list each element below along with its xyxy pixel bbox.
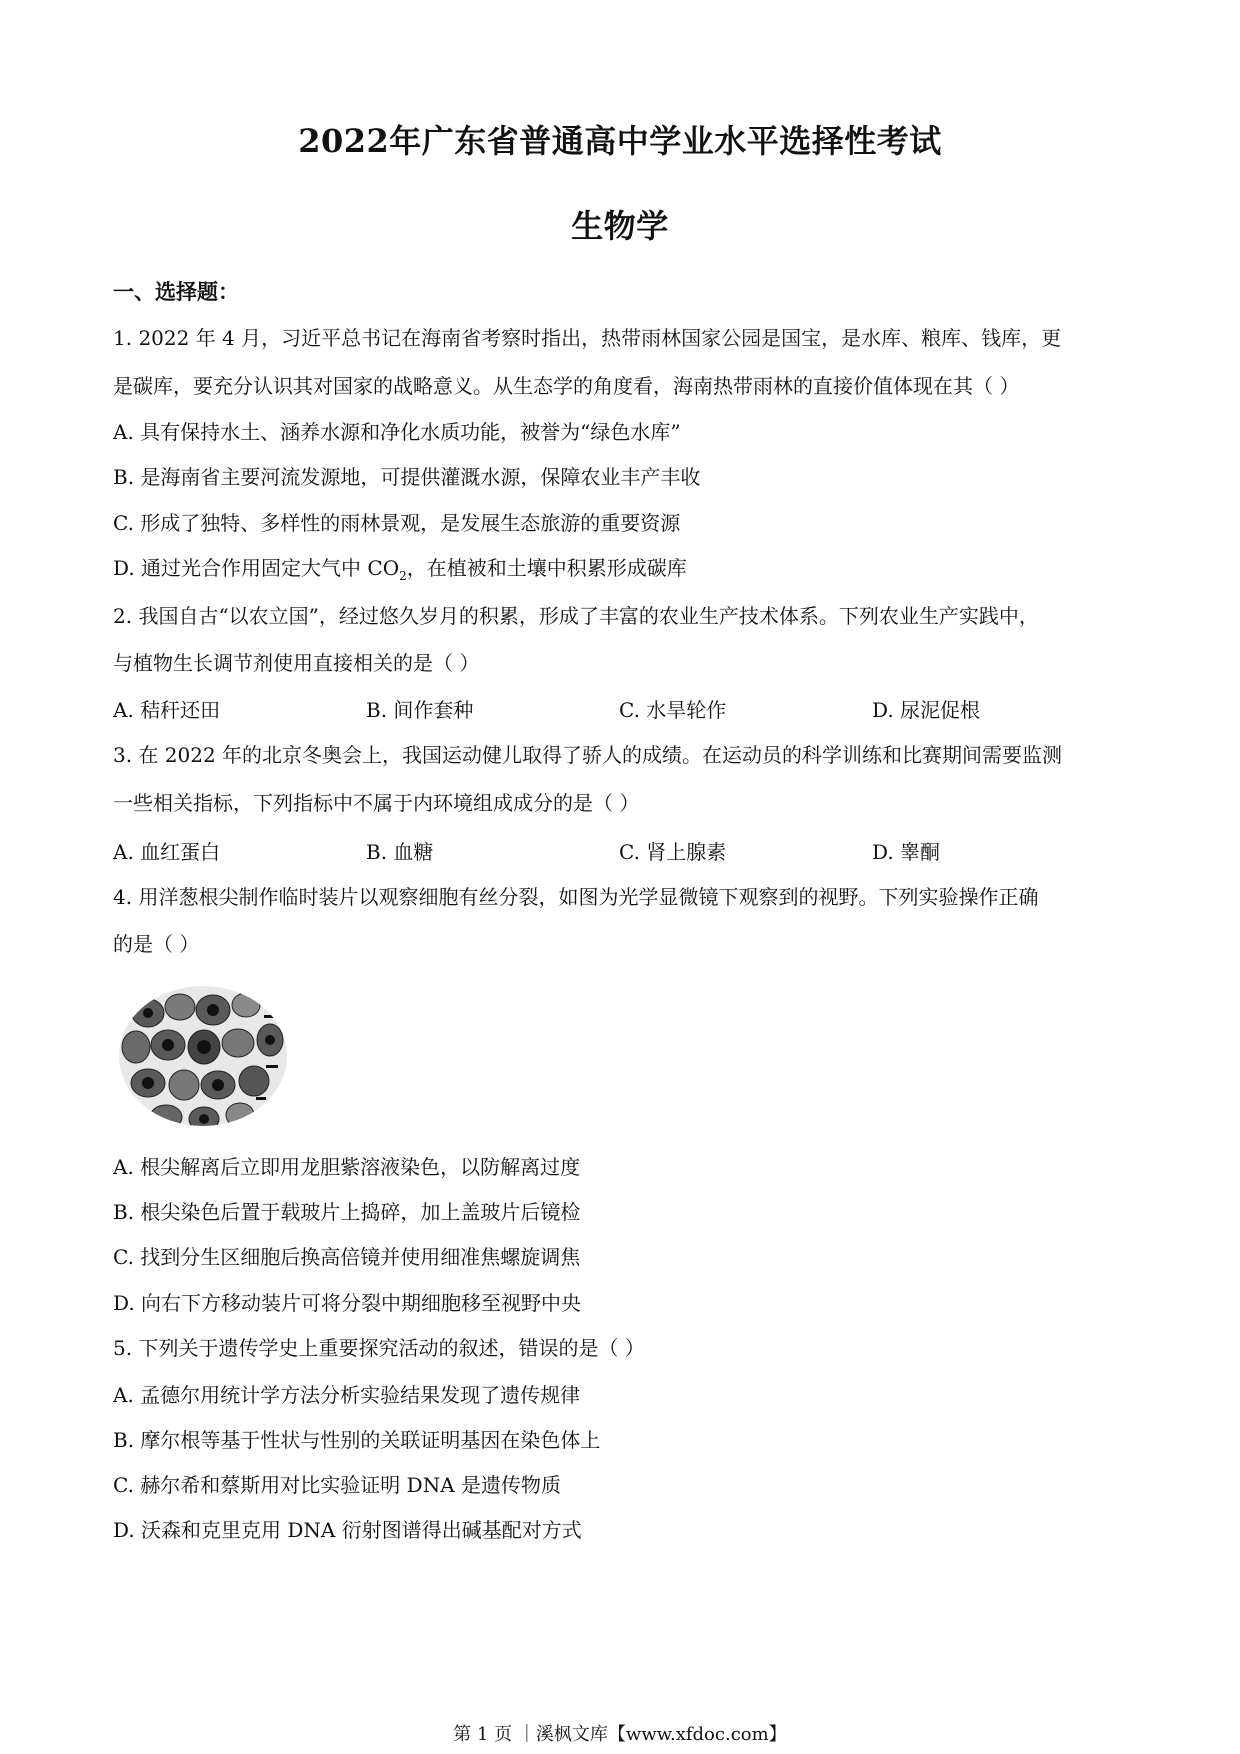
page-footer: 第 1 页 ｜溪枫文库【www.xfdoc.com】: [453, 1724, 787, 1745]
q3-option-c: C. 肾上腺素: [619, 840, 727, 864]
section-heading: 一、选择题：: [113, 280, 239, 304]
q4-option-b: B. 根尖染色后置于载玻片上捣碎，加上盖玻片后镜检: [113, 1200, 581, 1224]
q1-stem-line2: 是碳库，要充分认识其对国家的战略意义。从生态学的角度看，海南热带雨林的直接价值体现在其（ ）: [113, 374, 1020, 398]
q1-option-c: C. 形成了独特、多样性的雨林景观，是发展生态旅游的重要资源: [113, 511, 681, 535]
q4-option-a: A. 根尖解离后立即用龙胆紫溶液染色，以防解离过度: [113, 1155, 581, 1179]
q1-option-d: [113, 556, 687, 588]
q2-option-a: A. 秸秆还田: [113, 698, 221, 722]
q3-option-b: B. 血糖: [366, 840, 434, 864]
q4-option-c: C. 找到分生区细胞后换高倍镜并使用细准焦螺旋调焦: [113, 1245, 581, 1269]
q1-option-d-text-end: ，在植被和土壤中积累形成碳库: [406, 556, 687, 580]
q3-option-d: D. 睾酮: [872, 840, 941, 864]
q1-stem-line1: 1. 2022 年 4 月，习近平总书记在海南省考察时指出，热带雨林国家公园是国宝，是水库、粮库、钱库，更: [113, 326, 1062, 350]
q1-option-a: A. 具有保持水土、涵养水源和净化水质功能，被誉为“绿色水库”: [113, 420, 681, 444]
q3-stem-line1: 3. 在 2022 年的北京冬奥会上，我国运动健儿取得了骄人的成绩。在运动员的科学训练和比赛期间需要监测: [113, 743, 1063, 767]
q1-option-d-subscript: 2: [399, 569, 407, 583]
q2-stem-line1: 2. 我国自古“以农立国”，经过悠久岁月的积累，形成了丰富的农业生产技术体系。下列农业生产实践中，: [113, 604, 1039, 628]
q1-option-d-text: D. 通过光合作用固定大气中 CO: [113, 556, 400, 580]
q2-option-c: C. 水旱轮作: [619, 698, 727, 722]
q4-option-d: D. 向右下方移动装片可将分裂中期细胞移至视野中央: [113, 1291, 582, 1315]
q5-option-b: B. 摩尔根等基于性状与性别的关联证明基因在染色体上: [113, 1428, 601, 1452]
q5-option-c: C. 赫尔希和蔡斯用对比实验证明 DNA 是遗传物质: [113, 1473, 561, 1497]
q4-stem-line1: 4. 用洋葱根尖制作临时装片以观察细胞有丝分裂，如图为光学显微镜下观察到的视野。下列实验操作正确: [113, 885, 1039, 909]
q2-option-b: B. 间作套种: [366, 698, 474, 722]
microscope-field-image: [118, 985, 288, 1127]
subject-title: 生物学: [571, 207, 669, 245]
q1-option-b: B. 是海南省主要河流发源地，可提供灌溉水源，保障农业丰产丰收: [113, 465, 701, 489]
q4-stem-line2: 的是（ ）: [113, 932, 200, 956]
q3-stem-line2: 一些相关指标，下列指标中不属于内环境组成成分的是（ ）: [113, 791, 640, 815]
q5-option-d: D. 沃森和克里克用 DNA 衍射图谱得出碱基配对方式: [113, 1518, 582, 1542]
q5-option-a: A. 孟德尔用统计学方法分析实验结果发现了遗传规律: [113, 1383, 581, 1407]
q5-stem: 5. 下列关于遗传学史上重要探究活动的叙述，错误的是（ ）: [113, 1336, 645, 1360]
q3-option-a: A. 血红蛋白: [113, 840, 221, 864]
exam-title: 2022年广东省普通高中学业水平选择性考试: [298, 122, 942, 160]
q2-option-d: D. 尿泥促根: [872, 698, 981, 722]
q2-stem-line2: 与植物生长调节剂使用直接相关的是（ ）: [113, 651, 480, 675]
